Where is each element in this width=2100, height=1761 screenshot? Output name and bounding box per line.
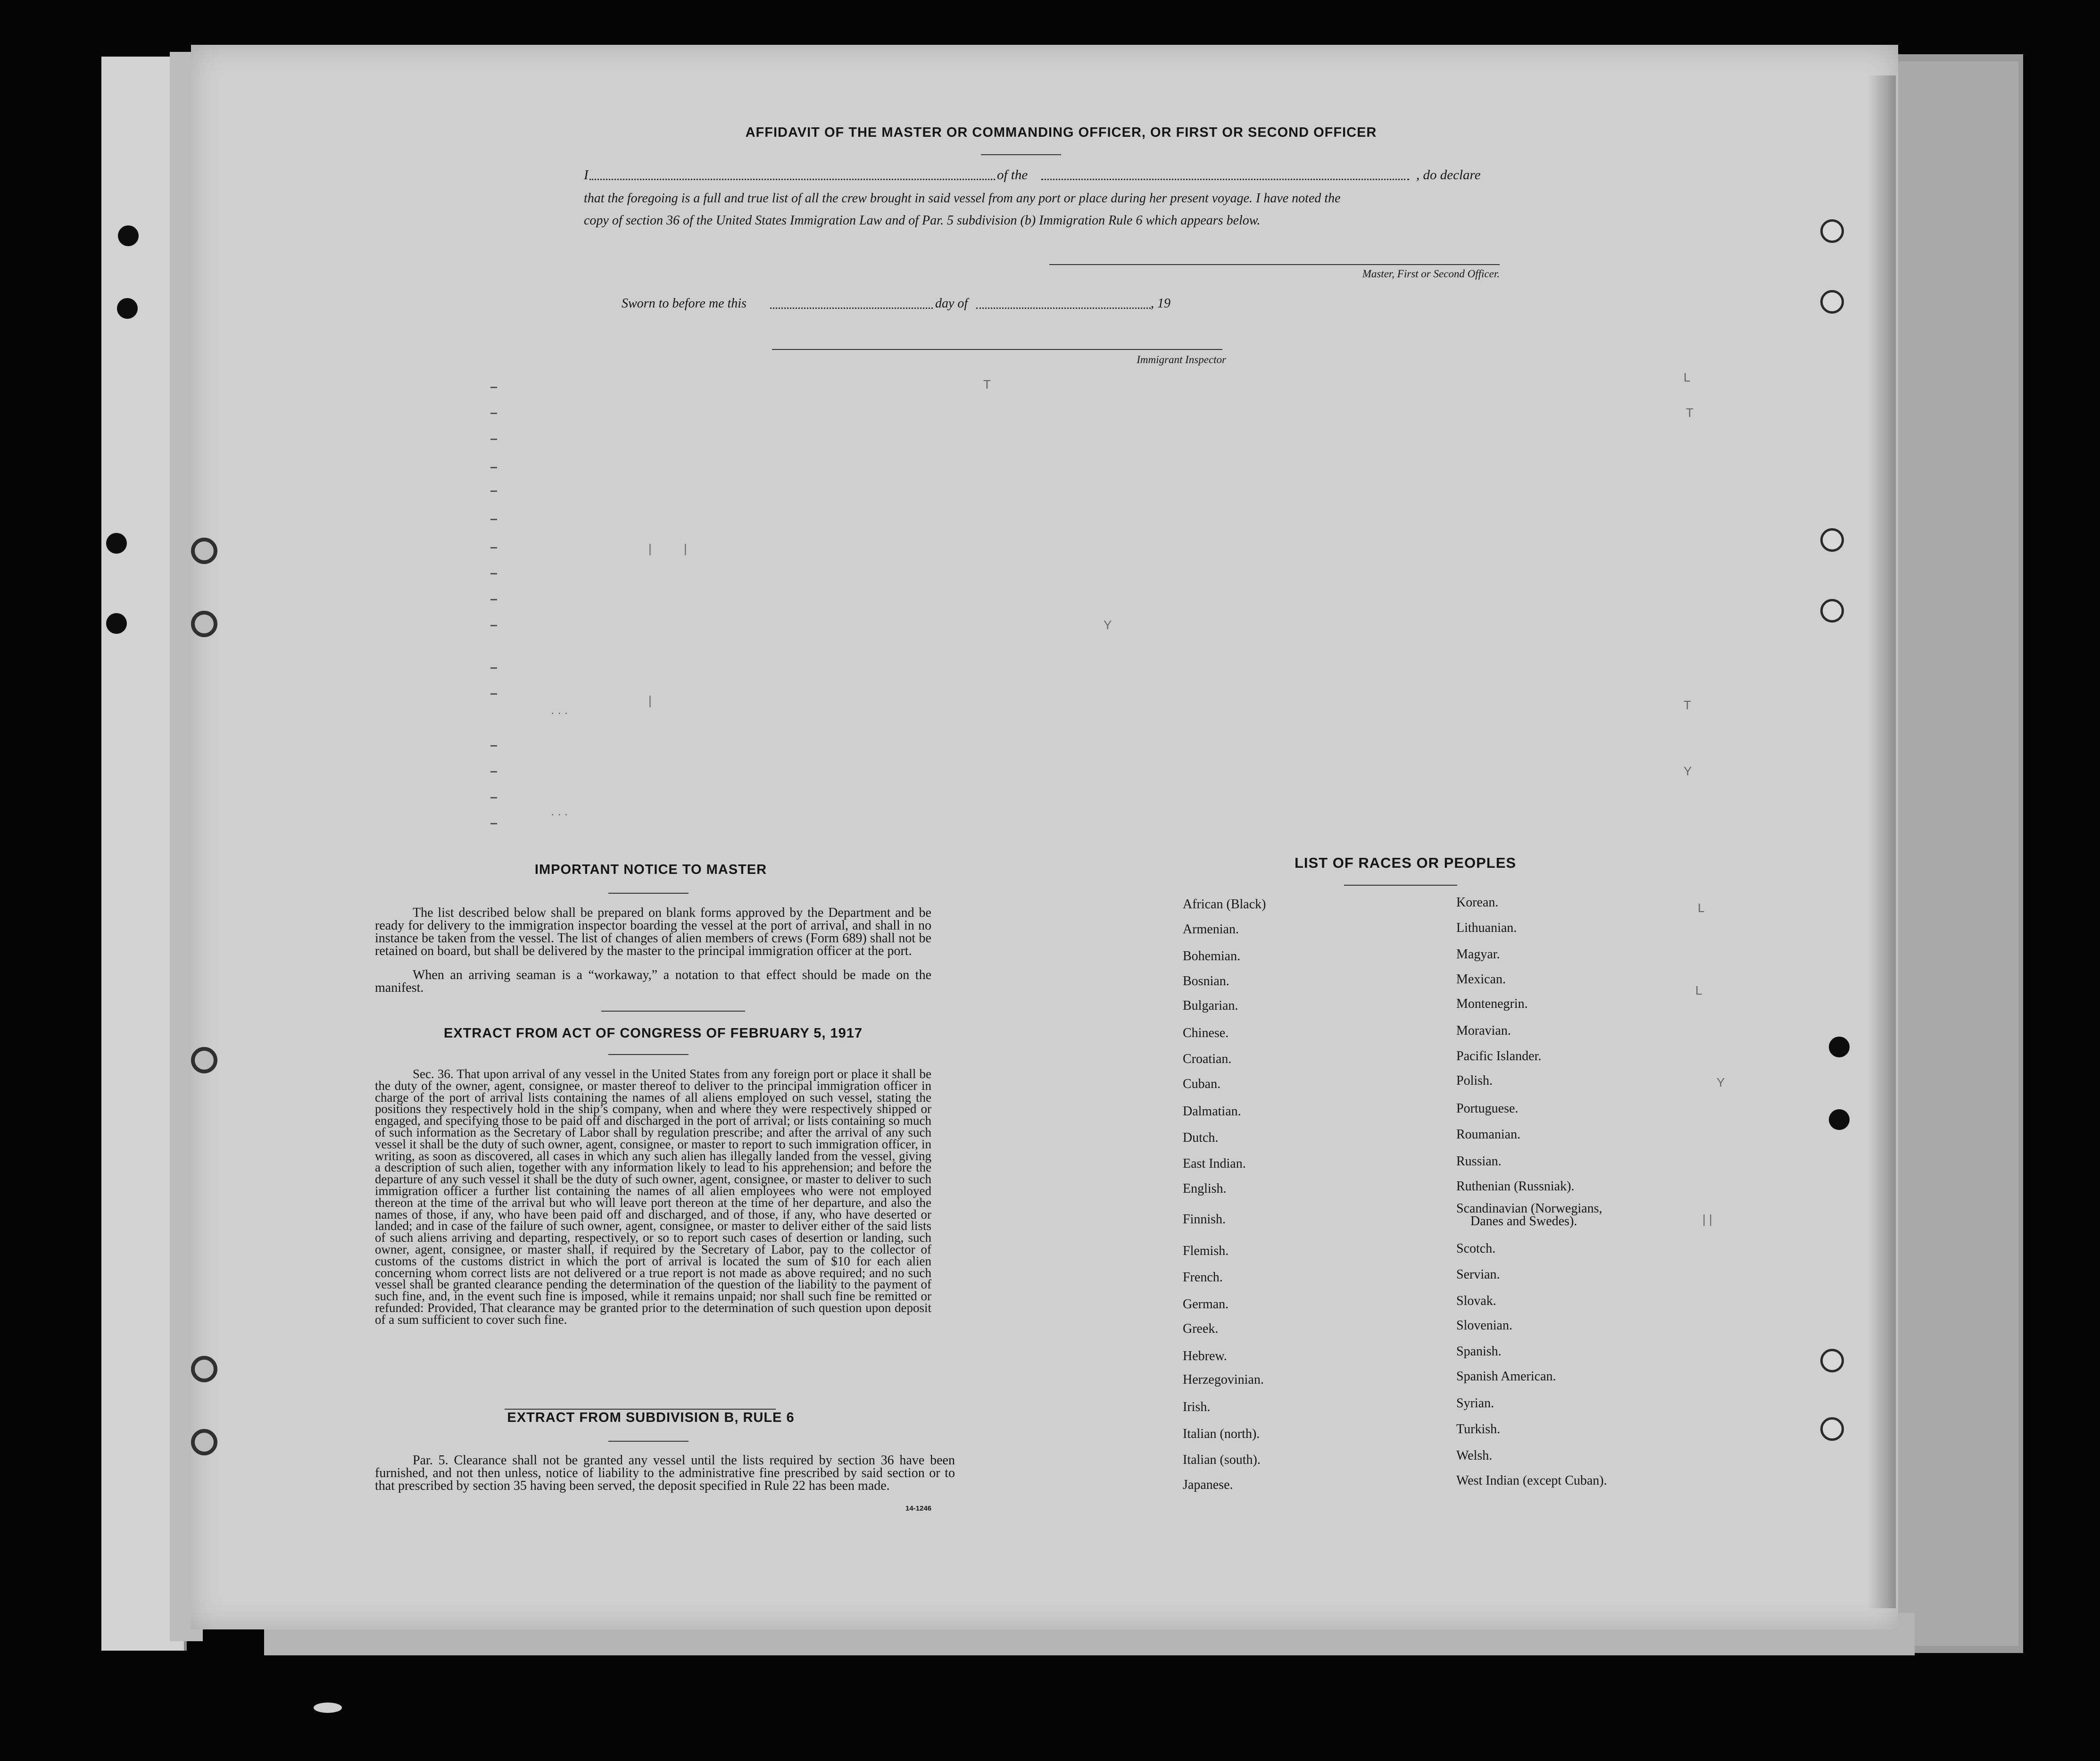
race-item: Spanish.	[1456, 1344, 1502, 1359]
race-item: Irish.	[1183, 1400, 1211, 1414]
race-item: Dalmatian.	[1183, 1104, 1241, 1119]
affidavit-i-label: I	[584, 167, 589, 183]
punch-hole	[106, 613, 127, 634]
margin-dash	[490, 439, 497, 440]
extract-rule-underline	[608, 1441, 689, 1442]
race-item: Hebrew.	[1183, 1349, 1227, 1363]
race-item: Bulgarian.	[1183, 998, 1238, 1013]
punch-hole	[117, 298, 138, 319]
affidavit-line-2: that the foregoing is a full and true list of all the crew brought in said vessel from any port or place during her present voyage. I have noted the	[584, 191, 1341, 206]
affidavit-line-1	[584, 167, 1501, 186]
race-item: Mexican.	[1456, 972, 1506, 987]
punch-hole	[1829, 1109, 1850, 1130]
punch-hole	[191, 1047, 217, 1073]
race-item: African (Black)	[1183, 897, 1266, 912]
race-item: Spanish American.	[1456, 1369, 1556, 1384]
races-underline	[1344, 885, 1457, 886]
bleed-mark: Y	[1684, 764, 1692, 778]
bleed-mark: |	[684, 541, 687, 556]
margin-dash	[490, 693, 497, 695]
inspector-signature-line[interactable]	[772, 349, 1222, 350]
notice-underline	[608, 893, 689, 894]
race-item: Scotch.	[1456, 1241, 1496, 1256]
margin-dash	[490, 823, 497, 824]
race-item: Cuban.	[1183, 1077, 1221, 1091]
punch-hole	[191, 538, 217, 564]
margin-dash	[490, 490, 497, 492]
form-number: 14-1246	[905, 1504, 932, 1512]
race-item: East Indian.	[1183, 1156, 1246, 1171]
bleed-mark: . . .	[551, 804, 568, 818]
punch-hole	[191, 1356, 217, 1382]
sworn-month-field[interactable]	[976, 307, 1151, 309]
race-item: Moravian.	[1456, 1023, 1511, 1038]
race-item: Lithuanian.	[1456, 921, 1517, 935]
margin-dash	[490, 625, 497, 626]
race-item: Slovak.	[1456, 1294, 1496, 1308]
race-item: German.	[1183, 1297, 1229, 1312]
race-item: French.	[1183, 1270, 1223, 1285]
notice-title: IMPORTANT NOTICE TO MASTER	[534, 862, 767, 877]
punch-hole	[1820, 290, 1844, 314]
bleed-mark: Y	[1104, 618, 1112, 632]
race-item: Turkish.	[1456, 1422, 1501, 1437]
sworn-line	[622, 296, 1235, 315]
punch-hole	[1820, 1417, 1844, 1441]
margin-dash	[490, 745, 497, 747]
extract-rule-separator	[505, 1409, 776, 1410]
race-item: Armenian.	[1183, 922, 1239, 937]
margin-dash	[490, 667, 497, 669]
race-item: Ruthenian (Russniak).	[1456, 1179, 1575, 1194]
margin-dash	[490, 573, 497, 574]
affidavit-do-declare: , do declare	[1416, 167, 1481, 183]
race-item: Italian (north).	[1183, 1427, 1260, 1441]
race-item: Chinese.	[1183, 1026, 1229, 1040]
inspector-caption: Immigrant Inspector	[1137, 354, 1226, 365]
punch-hole	[1820, 599, 1844, 623]
bleed-mark: Y	[1717, 1075, 1725, 1089]
bleed-mark: T	[1684, 698, 1691, 712]
scuff-mark	[314, 1703, 342, 1713]
bleed-mark: T	[1686, 406, 1693, 420]
margin-dash	[490, 797, 497, 798]
race-item: Korean.	[1456, 895, 1499, 910]
notice-paragraph-2: When an arriving seaman is a “workaway,” a notation to that effect should be made on the manifest.	[375, 968, 931, 995]
day-of-label: day of	[935, 296, 968, 311]
affidavit-title: AFFIDAVIT OF THE MASTER OR COMMANDING OFFICER, OR FIRST OR SECOND OFFICER	[745, 125, 1377, 140]
race-item: Montenegrin.	[1456, 997, 1528, 1011]
race-item: Portuguese.	[1456, 1101, 1519, 1116]
race-item: Russian.	[1456, 1154, 1502, 1169]
race-item: Welsh.	[1456, 1448, 1493, 1463]
affidavit-of-the: of the	[997, 167, 1028, 183]
race-item: English.	[1183, 1181, 1227, 1196]
race-item: Servian.	[1456, 1267, 1500, 1282]
extract-rule-title: EXTRACT FROM SUBDIVISION B, RULE 6	[507, 1410, 795, 1425]
bleed-mark: L	[1695, 983, 1702, 997]
race-item: Slovenian.	[1456, 1318, 1512, 1333]
race-item: Croatian.	[1183, 1052, 1232, 1066]
notice-separator	[601, 1011, 745, 1012]
margin-dash	[490, 387, 497, 388]
margin-dash	[490, 519, 497, 520]
extract-act-title: EXTRACT FROM ACT OF CONGRESS OF FEBRUARY 5, 1917	[443, 1026, 863, 1041]
margin-dash	[490, 599, 497, 600]
punch-hole	[1829, 1037, 1850, 1057]
master-signature-line[interactable]	[1049, 264, 1500, 265]
race-item: Roumanian.	[1456, 1127, 1521, 1142]
race-item: Bohemian.	[1183, 949, 1241, 964]
race-item: Italian (south).	[1183, 1453, 1261, 1467]
sworn-day-field[interactable]	[770, 307, 933, 309]
bleed-mark: L	[1698, 901, 1705, 915]
bleed-mark: L	[1684, 370, 1691, 384]
punch-hole	[191, 611, 217, 637]
page-right-shadow	[1868, 75, 1896, 1608]
race-item: Greek.	[1183, 1321, 1219, 1336]
races-title: LIST OF RACES OR PEOPLES	[1294, 855, 1517, 871]
bleed-mark: | |	[1702, 1212, 1712, 1226]
bleed-mark: |	[648, 693, 652, 707]
bleed-mark: T	[983, 377, 991, 391]
punch-hole	[191, 1429, 217, 1455]
race-item: Syrian.	[1456, 1396, 1494, 1411]
year-label: , 19	[1151, 296, 1170, 311]
race-item: Bosnian.	[1183, 974, 1229, 988]
vessel-name-field[interactable]	[1041, 179, 1409, 180]
punch-hole	[118, 225, 139, 246]
bleed-mark: . . .	[551, 703, 568, 717]
race-item: Flemish.	[1183, 1244, 1229, 1258]
master-name-field[interactable]	[589, 179, 995, 180]
race-item: Pacific Islander.	[1456, 1049, 1542, 1063]
race-item: Magyar.	[1456, 947, 1500, 962]
punch-hole	[106, 533, 127, 554]
margin-dash	[490, 413, 497, 414]
notice-paragraph-1: The list described below shall be prepared on blank forms approved by the Department and be ready for delivery to the immigration inspector boarding the vessel at the port of arrival, and shall in no instance be taken from the vessel. The list of changes of alien members of crews (Form 689) shall not be retained on board, but shall be delivered by the master to the principal immigration officer at the port.	[375, 905, 931, 958]
master-caption: Master, First or Second Officer.	[1362, 268, 1500, 280]
margin-dash	[490, 547, 497, 548]
extract-act-underline	[608, 1054, 689, 1055]
race-item: Danes and Swedes).	[1470, 1214, 1577, 1229]
race-item: Japanese.	[1183, 1478, 1233, 1492]
title-underline	[981, 154, 1061, 155]
race-item: Dutch.	[1183, 1130, 1219, 1145]
document-page	[191, 45, 1898, 1629]
extract-act-text: Sec. 36. That upon arrival of any vessel in the United States from any foreign port or place it shall be the duty of the owner, agent, consignee, or master thereof to deliver to the principal immigration officer in charge of the port of arrival lists containing the names of all aliens employed on such vessel, stating the positions they respectively hold in the ship’s company, when and where they were respectively shipped or engaged, and specifying those to be paid off and discharged in the port of arrival; or lists containing so much of such information as the Secretary of Labor shall by regulation prescribe; and after the arrival of any such vessel it shall be the duty of such owner, agent, consignee, or master to report to such immigration officer, in writing, as soon as discovered, all cases in which any such alien has illegally landed from the vessel, giving a description of such alien, together with any information likely to lead to his apprehension; and before the departure of any such vessel it shall be the duty of such owner, agent, consignee, or master to deliver to such immigration officer a further list containing the names of all alien employees who were not employed thereon at the time of the arrival but who will leave port thereon at the time of her departure, and also the names of those, if any, who have been paid off and discharged, and of those, if any, who have deserted or landed; and in case of the failure of such owner, agent, consignee, or master to deliver either of the said lists of such aliens arriving and departing, respectively, or so to report such cases of desertion or landing, such owner, agent, consignee, or master shall, if required by the Secretary of Labor, pay to the collector of customs of the customs district in which the port of arrival is located the sum of $10 for each alien concerning whom correct lists are not delivered or a true report is not made as above required; and no such vessel shall be granted clearance pending the determination of the question of the liability to the payment of such fine, and, in the event such fine is imposed, while it remains unpaid; nor shall such fine be remitted or refunded: Provided, That clearance may be granted prior to the determination of such question upon deposit of a sum sufficient to cover such fine.	[375, 1067, 931, 1327]
race-item: Scandinavian (Norwegians,	[1456, 1201, 1602, 1216]
affidavit-line-3: copy of section 36 of the United States Immigration Law and of Par. 5 subdivision (b) Immigration Rule 6 which appears below.	[584, 213, 1261, 228]
race-item: Finnish.	[1183, 1212, 1226, 1227]
race-item: West Indian (except Cuban).	[1456, 1473, 1607, 1488]
extract-rule-text: Par. 5. Clearance shall not be granted any vessel until the lists required by section 36 have been furnished, and not then unless, notice of liability to the administrative fine prescribed by said section or to that prescribed by section 35 having been served, the deposit specified in Rule 22 has been made.	[375, 1453, 955, 1493]
race-item: Herzegovinian.	[1183, 1372, 1264, 1387]
punch-hole	[1820, 1349, 1844, 1372]
punch-hole	[1820, 219, 1844, 243]
sworn-label: Sworn to before me this	[622, 296, 747, 311]
bleed-mark: |	[648, 541, 652, 556]
margin-dash	[490, 467, 497, 468]
margin-dash	[490, 771, 497, 773]
race-item: Polish.	[1456, 1073, 1493, 1088]
punch-hole	[1820, 528, 1844, 552]
